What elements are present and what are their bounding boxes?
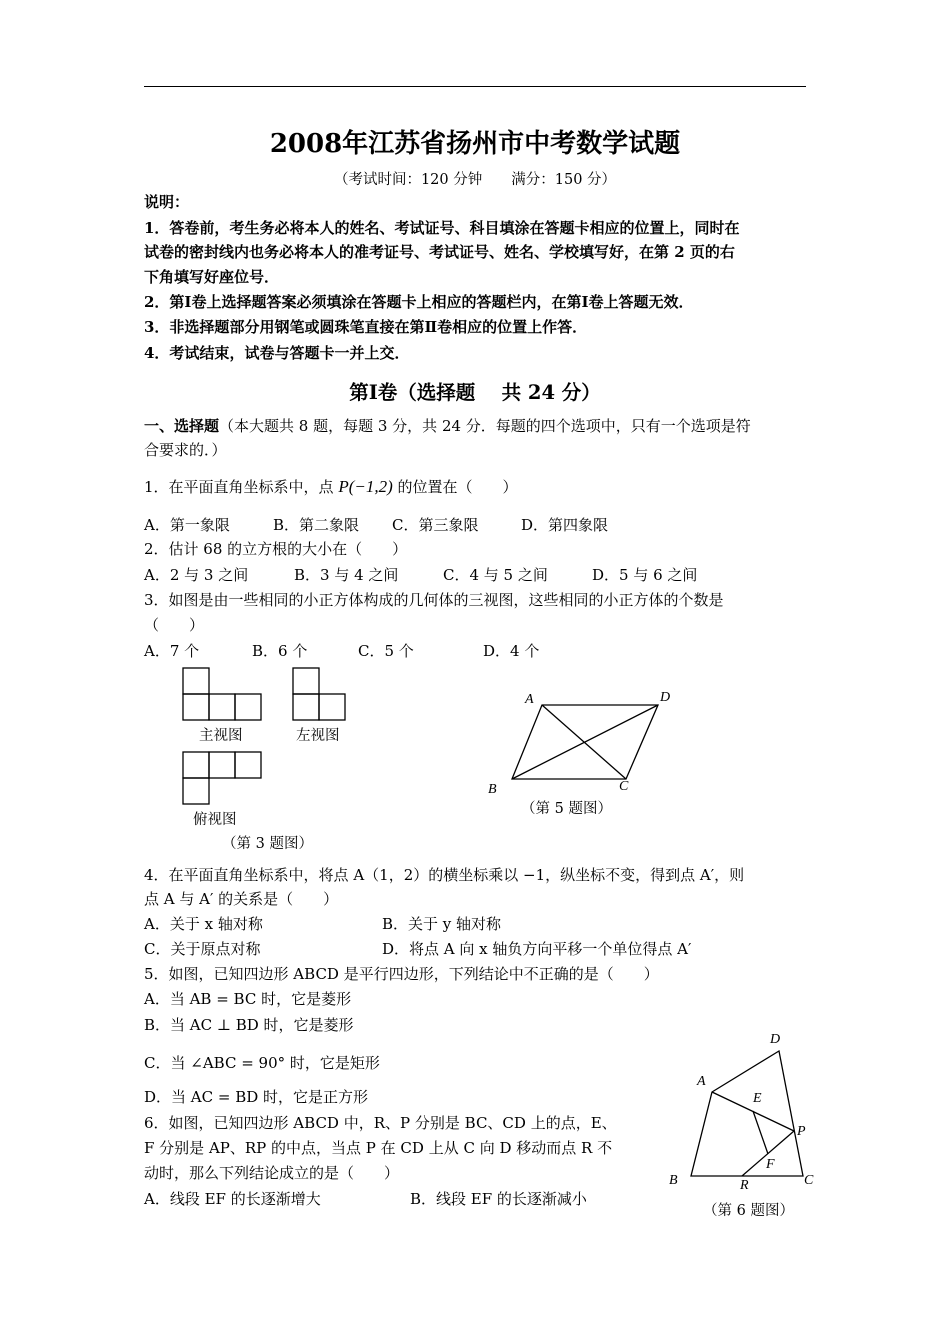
top-rule bbox=[144, 86, 806, 87]
notes-heading: 说明： bbox=[144, 193, 190, 211]
q2-option-b: B．3 与 4 之间 bbox=[294, 566, 399, 584]
q5-option-b: B．当 AC ⊥ BD 时，它是菱形 bbox=[144, 1016, 354, 1034]
section-intro bbox=[144, 415, 751, 437]
q6-option-b: B．线段 EF 的长逐渐减小 bbox=[410, 1190, 587, 1208]
fig5-label-d: D bbox=[660, 690, 671, 705]
fig6-label-d: D bbox=[770, 1032, 781, 1047]
top-view-cube bbox=[183, 752, 209, 778]
fig6-label-p: P bbox=[797, 1124, 806, 1139]
q4-option-d: D．将点 A 向 x 轴负方向平移一个单位得点 A′ bbox=[382, 940, 692, 958]
note-line: 2．第Ⅰ卷上选择题答案必须填涂在答题卡上相应的答题栏内，在第Ⅰ卷上答题无效． bbox=[144, 293, 694, 311]
front-view-label: 主视图 bbox=[199, 728, 243, 744]
section-intro-lead: 一、选择题 bbox=[144, 417, 220, 435]
fig5-label-a: A bbox=[525, 692, 534, 707]
top-view-cube bbox=[183, 778, 209, 804]
figure-5-caption: （第 5 题图） bbox=[521, 801, 612, 817]
question-4-line-2: 点 A 与 A′ 的关系是（ ） bbox=[144, 890, 339, 908]
q1-stem-a: 1．在平面直角坐标系中，点 bbox=[144, 478, 334, 496]
q3-option-b: B．6 个 bbox=[252, 642, 308, 660]
question-3-stem-2: （ ） bbox=[144, 616, 205, 634]
q1-point: P(−1,2) bbox=[338, 477, 393, 496]
q4-option-a: A．关于 x 轴对称 bbox=[144, 915, 263, 933]
q5-option-a: A．当 AB = BC 时，它是菱形 bbox=[144, 990, 352, 1008]
q4-option-c: C．关于原点对称 bbox=[144, 940, 261, 958]
note-line: 4．考试结束，试卷与答题卡一并上交． bbox=[144, 344, 410, 362]
question-4-line-1: 4．在平面直角坐标系中，将点 A（1，2）的横坐标乘以 −1，纵坐标不变，得到点 A′，则 bbox=[144, 866, 745, 884]
left-view-cube bbox=[293, 668, 319, 694]
q5-option-c: C．当 ∠ABC = 90° 时，它是矩形 bbox=[144, 1054, 380, 1072]
note-line: 1．答卷前，考生务必将本人的姓名、考试证号、科目填涂在答题卡相应的位置上，同时在 bbox=[144, 219, 740, 237]
figure-3-caption: （第 3 题图） bbox=[222, 836, 313, 852]
fig6-label-e: E bbox=[753, 1091, 762, 1106]
left-view-label: 左视图 bbox=[296, 728, 340, 744]
question-6-line-3: 动时，那么下列结论成立的是（ ） bbox=[144, 1164, 400, 1182]
q2-option-d: D．5 与 6 之间 bbox=[592, 566, 698, 584]
question-3-stem: 3．如图是由一些相同的小正方体构成的几何体的三视图，这些相同的小正方体的个数是 bbox=[144, 591, 724, 609]
question-5-stem: 5．如图，已知四边形 ABCD 是平行四边形，下列结论中不正确的是（ ） bbox=[144, 965, 659, 983]
q3-option-a: A．7 个 bbox=[144, 642, 200, 660]
question-6-line-1: 6．如图，已知四边形 ABCD 中，R、P 分别是 BC、CD 上的点，E、 bbox=[144, 1114, 617, 1132]
q1-stem-b: 的位置在（ ） bbox=[397, 478, 518, 496]
q1-option-b: B．第二象限 bbox=[273, 516, 360, 534]
front-view-cube bbox=[235, 694, 261, 720]
diagonal-bd bbox=[512, 705, 658, 779]
fig5-label-c: C bbox=[619, 779, 629, 794]
q6-option-a: A．线段 EF 的长逐渐增大 bbox=[144, 1190, 321, 1208]
top-view-label: 俯视图 bbox=[193, 812, 237, 828]
q1-option-a: A．第一象限 bbox=[144, 516, 230, 534]
fig5-label-b: B bbox=[488, 782, 497, 797]
q5-option-d: D．当 AC = BD 时，它是正方形 bbox=[144, 1088, 369, 1106]
front-view-cube bbox=[183, 668, 209, 694]
q3-option-c: C．5 个 bbox=[358, 642, 414, 660]
question-2-stem: 2．估计 68 的立方根的大小在（ ） bbox=[144, 540, 408, 558]
q1-option-c: C．第三象限 bbox=[392, 516, 479, 534]
left-view-cube bbox=[293, 694, 319, 720]
question-6-line-2: F 分别是 AP、RP 的中点，当点 P 在 CD 上从 C 向 D 移动而点 R 不 bbox=[144, 1139, 613, 1157]
page-title: 2008年江苏省扬州市中考数学试题 bbox=[269, 129, 681, 159]
front-view-cube bbox=[209, 694, 235, 720]
front-view-cube bbox=[183, 694, 209, 720]
quadrilateral-abcd bbox=[691, 1051, 803, 1176]
note-line: 下角填写好座位号． bbox=[144, 268, 280, 286]
section-intro-rest: （本大题共 8 题，每题 3 分，共 24 分．每题的四个选项中，只有一个选项是符 bbox=[219, 417, 751, 435]
note-line: 3．非选择题部分用钢笔或圆珠笔直接在第Ⅱ卷相应的位置上作答． bbox=[144, 318, 588, 336]
q2-option-a: A．2 与 3 之间 bbox=[144, 566, 249, 584]
figure-6-caption: （第 6 题图） bbox=[703, 1203, 794, 1219]
fig6-label-r: R bbox=[740, 1178, 749, 1193]
q3-option-d: D．4 个 bbox=[483, 642, 540, 660]
fig6-label-a: A bbox=[697, 1074, 706, 1089]
fig6-label-c: C bbox=[804, 1173, 814, 1188]
exam-info: （考试时间：120 分钟 满分：150 分） bbox=[333, 172, 617, 188]
question-1-stem bbox=[144, 476, 518, 498]
section-intro-line2: 合要求的．） bbox=[144, 441, 227, 459]
note-line: 试卷的密封线内也务必将本人的准考证号、考试证号、姓名、学校填写好，在第 2 页的右 bbox=[144, 243, 735, 261]
fig6-label-b: B bbox=[669, 1173, 678, 1188]
q1-option-d: D．第四象限 bbox=[521, 516, 609, 534]
top-view-cube bbox=[235, 752, 261, 778]
top-view-cube bbox=[209, 752, 235, 778]
section-title: 第Ⅰ卷（选择题 共 24 分） bbox=[349, 381, 601, 404]
fig6-label-f: F bbox=[766, 1157, 775, 1172]
q2-option-c: C．4 与 5 之间 bbox=[443, 566, 548, 584]
left-view-cube bbox=[319, 694, 345, 720]
q4-option-b: B．关于 y 轴对称 bbox=[382, 915, 502, 933]
